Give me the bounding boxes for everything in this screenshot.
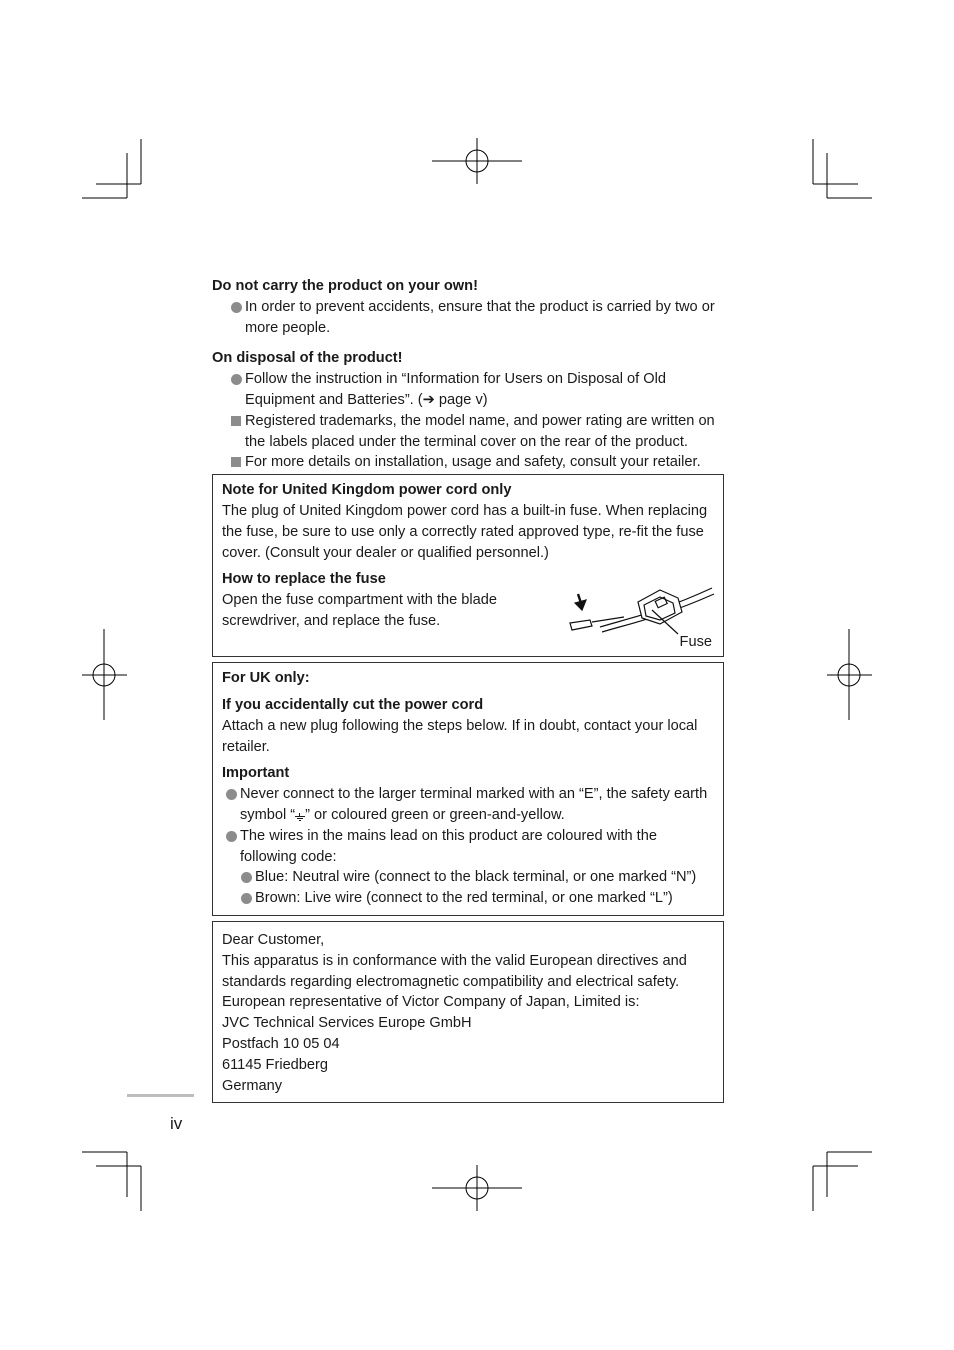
important-heading: Important xyxy=(222,765,290,782)
cut-cord-text: Attach a new plug following the steps below. If in doubt, contact your local retailer. xyxy=(222,717,698,755)
bullet-dot-icon xyxy=(226,831,237,842)
square-bullet-icon xyxy=(231,457,241,467)
bullet-dot-icon xyxy=(241,893,252,904)
document-body xyxy=(212,276,724,1103)
disposal-heading: On disposal of the product! xyxy=(212,350,403,367)
retailer-note: For more details on installation, usage and safety, consult your retailer. xyxy=(212,452,724,473)
bullet-dot-icon xyxy=(226,789,237,800)
customer-line: JVC Technical Services Europe GmbH xyxy=(222,1015,472,1032)
disposal-bullet: Follow the instruction in “Information for Users on Disposal of Old Equipment and Batteries”. (➔ page v) xyxy=(212,369,724,411)
bullet-dot-icon xyxy=(231,302,242,313)
customer-line: This apparatus is in conformance with the valid European directives and standards regarding electromagnetic compatibility and electrical safety. xyxy=(222,952,687,990)
fuse-text: Open the fuse compartment with the blade screwdriver, and replace the fuse. xyxy=(222,592,498,629)
customer-line: Postfach 10 05 04 xyxy=(222,1035,340,1052)
fuse-section xyxy=(222,590,714,650)
carry-heading: Do not carry the product on your own! xyxy=(212,278,478,294)
uk-only-heading: For UK only: xyxy=(222,670,310,687)
customer-line: Dear Customer, xyxy=(222,931,325,948)
brown-wire-item: Brown: Live wire (connect to the red terminal, or one marked “L”) xyxy=(222,888,714,909)
fuse-label: Fuse xyxy=(679,634,712,651)
earth-terminal-bullet: Never connect to the larger terminal marked with an “E”, the safety earth symbol “ ” or coloured green or green-and-yellow. xyxy=(222,784,714,826)
uk-note-heading: Note for United Kingdom power cord only xyxy=(222,482,512,499)
trademark-note: Registered trademarks, the model name, and power rating are written on the labels placed under the terminal cover on the rear of the product. xyxy=(212,411,724,453)
fuse-heading: How to replace the fuse xyxy=(222,571,386,588)
uk-power-cord-note-box xyxy=(212,474,724,657)
page-number-rule xyxy=(127,1094,194,1097)
customer-line: 61145 Friedberg xyxy=(222,1056,329,1073)
square-bullet-icon xyxy=(231,416,241,426)
customer-notice-box xyxy=(212,921,724,1103)
page-number: iv xyxy=(170,1114,183,1133)
bullet-dot-icon xyxy=(231,374,242,385)
customer-line: Germany xyxy=(222,1077,283,1094)
uk-note-text: The plug of United Kingdom power cord has a built-in fuse. When replacing the fuse, be sure to use only a correctly rated approved type, re-fit the fuse cover. (Consult your dealer or qualified personnel.) xyxy=(222,502,708,561)
wire-colour-bullet: The wires in the mains lead on this product are coloured with the following code: xyxy=(222,826,714,868)
carry-bullet: In order to prevent accidents, ensure that the product is carried by two or more people. xyxy=(212,297,724,339)
customer-line: European representative of Victor Company of Japan, Limited is: xyxy=(222,994,640,1011)
bullet-dot-icon xyxy=(241,872,252,883)
uk-only-box xyxy=(212,662,724,916)
earth-symbol-icon xyxy=(295,810,305,820)
blue-wire-item: Blue: Neutral wire (connect to the black terminal, or one marked “N”) xyxy=(222,867,714,888)
cut-cord-heading: If you accidentally cut the power cord xyxy=(222,696,484,713)
